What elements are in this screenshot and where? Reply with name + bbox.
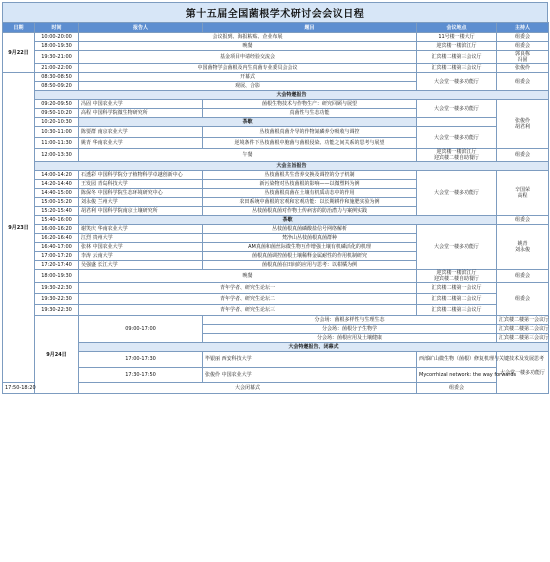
topic-cell: 青年学者、研究生论坛一 xyxy=(79,283,417,294)
topic-cell: Mycorrhizal network: the way forwards xyxy=(417,367,497,383)
reporter-cell: 张林 中国农业大学 xyxy=(79,243,203,252)
section-row xyxy=(3,343,549,352)
reporter-cell: 刘永俊 兰州大学 xyxy=(79,198,203,207)
host-cell: 组委会 xyxy=(497,33,549,42)
time-cell: 14:20-14:40 xyxy=(35,180,79,189)
table-row xyxy=(3,127,549,138)
table-row xyxy=(3,64,549,73)
reporter-cell: 陈要群 南京农业大学 xyxy=(79,127,203,138)
venue-cell: 汇宾楼二楼第三会议厅 xyxy=(497,334,549,343)
topic-cell: 晚餐 xyxy=(79,42,417,51)
venue-cell: 大会堂一楼多功能厅 xyxy=(417,171,497,216)
reporter-cell: 毕银丽 西安科技大学 xyxy=(203,352,417,368)
topic-cell: 晚餐 xyxy=(79,270,417,283)
reporter-cell: 姚青 华南农业大学 xyxy=(79,138,203,149)
topic-cell: 逆境条件下丛枝菌根中胞菌与菌根侵染、功能之间关系的思考与展望 xyxy=(203,138,417,149)
tea-break-label: 茶歇 xyxy=(79,118,417,127)
host-cell: 组委会 xyxy=(497,216,549,225)
venue-cell: 迎宾楼一楼滨江厅 迎宾楼二楼自助餐厅 xyxy=(417,149,497,162)
table-row xyxy=(3,352,549,368)
topic-cell: 菌根真菌在田间的应用与思考：以柑橘为例 xyxy=(203,261,417,270)
date-cell-day1: 9月22日 xyxy=(3,33,35,73)
host-cell: 组委会 xyxy=(497,42,549,51)
venue-cell-empty xyxy=(417,118,497,127)
venue-cell: 大会堂一楼多功能厅 xyxy=(417,73,497,91)
venue-cell: 汇宾楼二楼第二会议厅 xyxy=(417,294,497,305)
reporter-cell: 王发园 青岛科技大学 xyxy=(79,180,203,189)
topic-cell: 新污染物对丛枝菌根的影响——以微塑料为例 xyxy=(203,180,417,189)
venue-cell: 大会堂一楼多功能厅 xyxy=(417,225,497,270)
host-cell: 张俊伶 xyxy=(497,64,549,73)
date-cell-day3: 9月24日 xyxy=(35,316,79,394)
topic-cell: 分会场：菌根分子生物学 xyxy=(203,325,497,334)
time-cell: 19:30-21:00 xyxy=(35,51,79,64)
page-title: 第十五届全国菌根学术研讨会会议日程 xyxy=(2,2,548,23)
table-row xyxy=(3,316,549,325)
venue-cell: 大会堂一楼多功能厅 xyxy=(417,127,497,149)
time-cell: 17:30-17:50 xyxy=(79,367,203,383)
host-cell: 组委会 xyxy=(497,283,549,316)
time-cell: 10:20-10:30 xyxy=(35,118,79,127)
tea-break-label: 茶歇 xyxy=(79,216,497,225)
time-cell: 15:20-15:40 xyxy=(35,207,79,216)
topic-cell: 真菌性与生态功能 xyxy=(203,109,417,118)
time-cell: 10:30-11:00 xyxy=(35,127,79,138)
time-cell: 19:30-22:30 xyxy=(35,283,79,294)
table-row xyxy=(3,367,549,383)
host-cell: 张俊伶 胡君利 xyxy=(497,100,549,149)
topic-cell: 会议报到、海报粘贴、企业布展 xyxy=(79,33,417,42)
reporter-cell: 谢笑庆 华南农业大学 xyxy=(79,225,203,234)
venue-cell: 迎宾楼一楼滨江厅 迎宾楼二楼自助餐厅 xyxy=(417,270,497,283)
tea-break-row xyxy=(3,216,549,225)
topic-cell: 菌根真菌调控菌根土壤稀释金属耐性的作用机制研究 xyxy=(203,252,417,261)
topic-cell: 丛枝菌根真菌磷酸盐信号网络解析 xyxy=(203,225,417,234)
time-cell: 18:00-19:30 xyxy=(35,42,79,51)
topic-cell: 丛枝菌根真菌对作物土传病害的防治潜力与案例实践 xyxy=(203,207,417,216)
date-cell-day2: 9月23日 xyxy=(3,73,35,383)
venue-cell: 汇宾楼二楼第三会议厅 xyxy=(417,51,497,64)
time-cell: 19:30-22:30 xyxy=(35,294,79,305)
topic-cell: AM真菌和菌丝际微生物互作增强土壤有机磷活化的机理 xyxy=(203,243,417,252)
host-cell: 郭良栋 冯固 xyxy=(497,51,549,64)
header-topic: 题目 xyxy=(203,23,417,33)
host-cell: 组委会 xyxy=(497,270,549,283)
topic-cell: 分会场：菌根应用及土壤健康 xyxy=(203,334,497,343)
time-cell: 14:00-14:20 xyxy=(35,171,79,180)
table-row xyxy=(3,270,549,283)
topic-cell: 青年学者、研究生论坛三 xyxy=(79,305,417,316)
header-host: 主持人 xyxy=(497,23,549,33)
venue-cell: 汇宾楼二楼第一会议厅 xyxy=(417,283,497,294)
reporter-cell: 李涛 云南大学 xyxy=(79,252,203,261)
table-row xyxy=(3,305,549,316)
reporter-cell: 石透彩 中国科学院分子植物科学卓越创新中心 xyxy=(79,171,203,180)
table-row xyxy=(3,42,549,51)
time-cell: 17:00-17:30 xyxy=(79,352,203,368)
table-row xyxy=(3,51,549,64)
venue-cell: 汇宾楼二楼第三会议厅 xyxy=(417,305,497,316)
topic-cell: 基金项目申请经验交流会 xyxy=(79,51,417,64)
table-row xyxy=(3,171,549,180)
table-row xyxy=(3,225,549,234)
time-cell: 21:00-22:00 xyxy=(35,64,79,73)
host-cell: 组委会 xyxy=(497,73,549,91)
time-cell: 08:30-08:50 xyxy=(35,73,79,82)
reporter-cell: 冯固 中国农业大学 xyxy=(79,100,203,109)
topic-cell: 农田系统中菌根的宏观和宏观功能：以长期耕作和施肥实验为例 xyxy=(203,198,417,207)
time-cell: 17:20-17:40 xyxy=(35,261,79,270)
header-venue: 会议地点 xyxy=(417,23,497,33)
header-date: 日期 xyxy=(3,23,35,33)
header-reporter: 报告人 xyxy=(79,23,203,33)
time-cell: 09:20-09:50 xyxy=(35,100,79,109)
table-row xyxy=(3,73,549,82)
time-cell: 11:00-11:30 xyxy=(35,138,79,149)
time-cell: 17:00-17:20 xyxy=(35,252,79,261)
header-time: 时间 xyxy=(35,23,79,33)
time-cell: 16:40-17:00 xyxy=(35,243,79,252)
reporter-cell: 高程 中国科学院微生物研究所 xyxy=(79,109,203,118)
venue-cell: 大会堂一楼多功能厅 xyxy=(417,100,497,118)
topic-cell: 大会闭幕式 xyxy=(79,383,417,394)
time-cell: 09:50-10:20 xyxy=(35,109,79,118)
time-cell: 14:40-15:00 xyxy=(35,189,79,198)
tea-break-row xyxy=(3,118,549,127)
schedule-table xyxy=(2,22,549,394)
host-cell: 辛国荣 高程 xyxy=(497,171,549,216)
section-row xyxy=(3,162,549,171)
section-row xyxy=(3,91,549,100)
reporter-cell: 胡君利 中国科学院南京土壤研究所 xyxy=(79,207,203,216)
table-row xyxy=(3,383,549,394)
topic-cell: 丛枝菌根真菌介导的作物氮磷养分吸收与调控 xyxy=(203,127,417,138)
time-cell: 17:50-18:20 xyxy=(3,383,35,394)
topic-cell: 观展、合影 xyxy=(79,82,417,91)
time-cell: 12:00-13:30 xyxy=(35,149,79,162)
topic-cell: 菌根生物技术与作物生产：研究回顾与展望 xyxy=(203,100,417,109)
time-cell: 16:00-16:20 xyxy=(35,225,79,234)
table-row xyxy=(3,100,549,109)
topic-cell: 西部矿山微生物（菌根）修复机理与关键技术及发展思考 xyxy=(417,352,497,368)
host-cell: 姚青 刘永俊 xyxy=(497,225,549,270)
venue-cell: 11号楼一楼大厅 xyxy=(417,33,497,42)
host-cell: 组委会 xyxy=(417,383,497,394)
time-cell: 09:00-17:00 xyxy=(79,316,203,343)
topic-cell: 青年学者、研究生论坛二 xyxy=(79,294,417,305)
time-cell: 19:30-22:30 xyxy=(35,305,79,316)
reporter-cell: 吴强盛 长江大学 xyxy=(79,261,203,270)
topic-cell: 梵净山丛枝菌根真菌群种 xyxy=(203,234,417,243)
time-cell: 15:40-16:00 xyxy=(35,216,79,225)
venue-cell: 大会堂一楼多功能厅 xyxy=(497,352,549,394)
table-row xyxy=(3,294,549,305)
reporter-cell: 张俊伶 中国农业大学 xyxy=(203,367,417,383)
reporter-cell: 陈保冬 中国科学院生态环境研究中心 xyxy=(79,189,203,198)
topic-cell: 丛枝菌根共生营养交换及调控的分子机制 xyxy=(203,171,417,180)
host-cell: 组委会 xyxy=(497,149,549,162)
section-title: 大会主旨报告 xyxy=(35,162,549,171)
time-cell: 10:00-20:00 xyxy=(35,33,79,42)
section-title: 大会特邀报告 xyxy=(35,91,549,100)
table-row xyxy=(3,33,549,42)
reporter-cell: 江烈 贵州大学 xyxy=(79,234,203,243)
section-title: 大会特邀报告、闭幕式 xyxy=(79,343,549,352)
venue-cell: 汇宾楼二楼第一会议厅 xyxy=(497,316,549,325)
time-cell: 16:20-16:40 xyxy=(35,234,79,243)
topic-cell: 丛枝菌根真菌在土壤有机质动态中的作用 xyxy=(203,189,417,198)
table-row xyxy=(3,149,549,162)
time-cell: 15:00-15:20 xyxy=(35,198,79,207)
header-row xyxy=(3,23,549,33)
time-cell: 18:00-19:30 xyxy=(35,270,79,283)
table-row xyxy=(3,283,549,294)
venue-cell: 迎宾楼一楼滨江厅 xyxy=(417,42,497,51)
topic-cell: 开幕式 xyxy=(79,73,417,82)
topic-cell: 中国菌物学会菌根及内生真菌专业委员会会议 xyxy=(79,64,417,73)
topic-cell: 分会场：菌根多样性与生理生态 xyxy=(203,316,497,325)
time-cell: 08:50-09:20 xyxy=(35,82,79,91)
topic-cell: 午餐 xyxy=(79,149,417,162)
venue-cell: 汇宾楼二楼第三会议厅 xyxy=(417,64,497,73)
venue-cell: 汇宾楼二楼第二会议厅 xyxy=(497,325,549,334)
